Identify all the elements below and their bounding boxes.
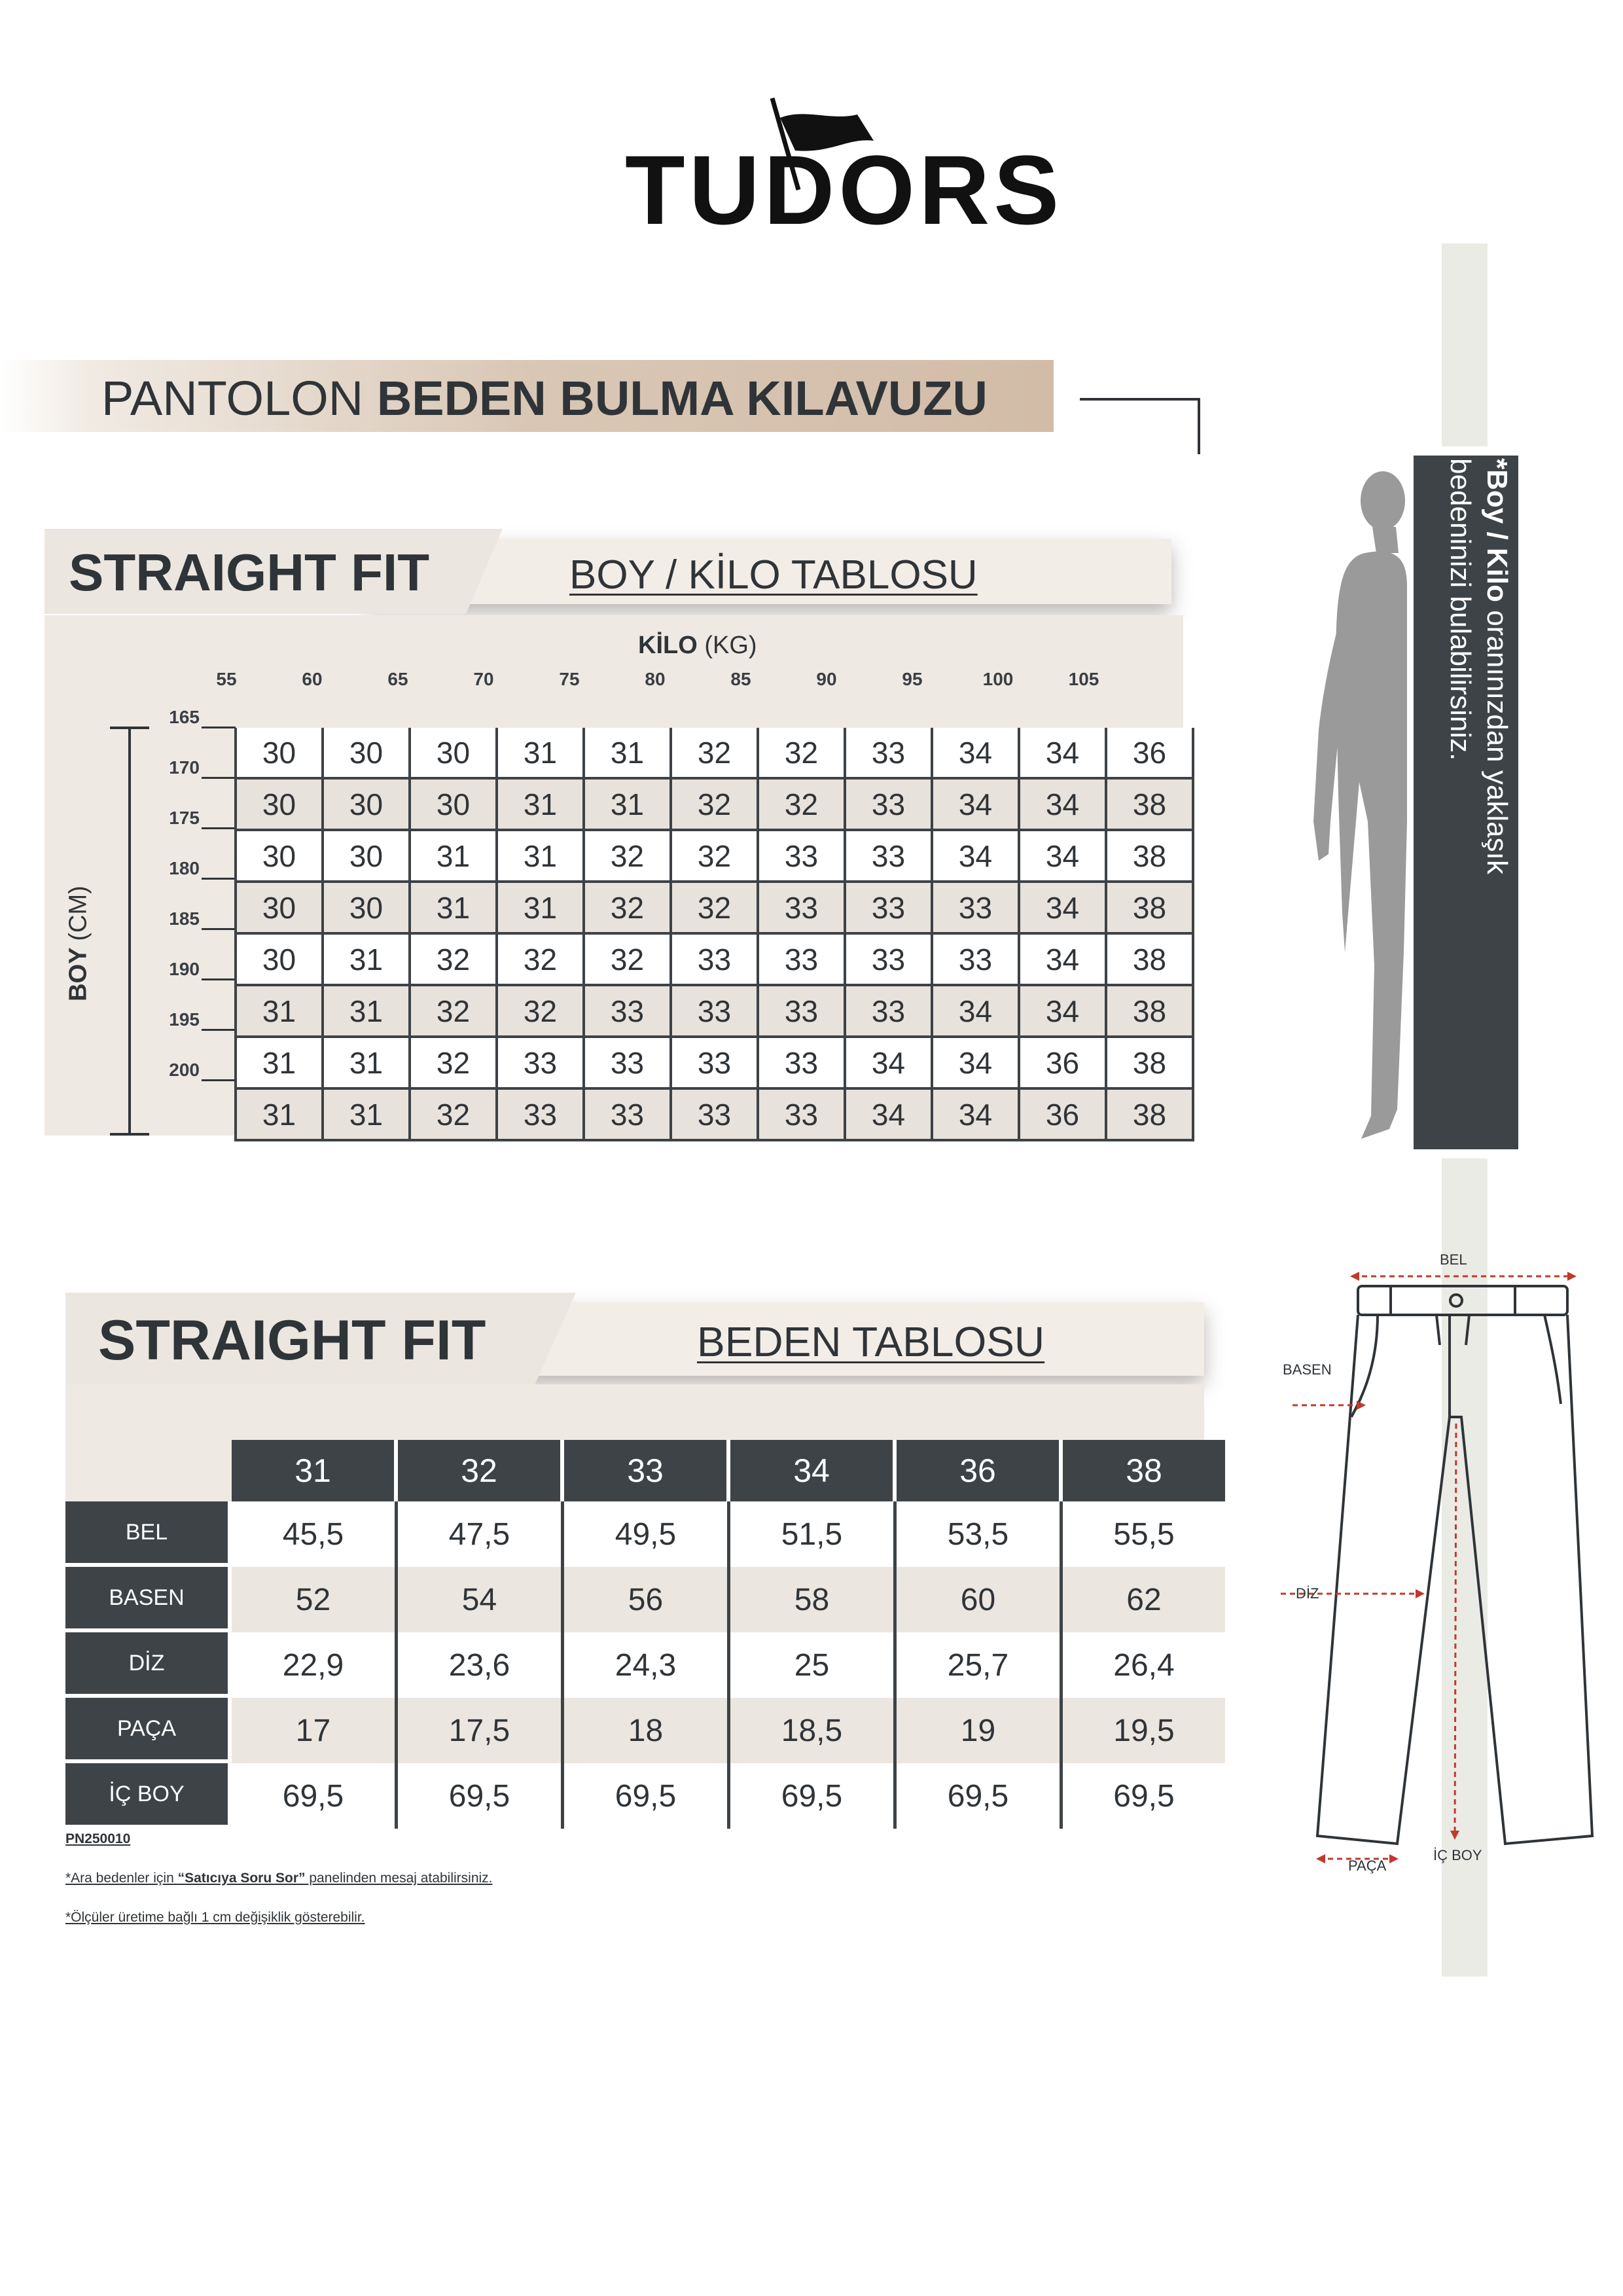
grid-cell: 31 [497, 778, 584, 830]
grid-cell: 33 [584, 985, 671, 1037]
boy-axis-line [128, 726, 131, 1136]
grid-cell: 34 [932, 778, 1019, 830]
measure-value: 69,5 [564, 1763, 730, 1829]
size-table-corner [65, 1440, 232, 1501]
grid-cell: 31 [497, 728, 584, 778]
grid-cell: 33 [845, 933, 932, 985]
grid-cell: 34 [1019, 830, 1106, 882]
kilo-label-text: KİLO [638, 632, 698, 659]
grid-row [236, 1037, 1193, 1088]
grid-cell: 31 [323, 933, 410, 985]
boy-tick-line [202, 878, 236, 880]
note1-post: panelinden mesaj atabilirsiniz. [305, 1871, 493, 1886]
grid-cell: 33 [932, 933, 1019, 985]
boy-tick-line [202, 928, 236, 930]
grid-cell: 30 [410, 778, 497, 830]
grid-cell: 32 [671, 728, 758, 778]
measure-value: 69,5 [1063, 1763, 1225, 1829]
size-header: 38 [1063, 1440, 1225, 1501]
brand-logo: TUDORS [625, 135, 1063, 245]
diagram-label-bel: BEL [1440, 1251, 1467, 1268]
grid-cell: 33 [671, 985, 758, 1037]
size-header: 33 [564, 1440, 730, 1501]
size-table-row [65, 1632, 1225, 1698]
size-table-row [65, 1567, 1225, 1632]
note1-pre: *Ara bedenler için [65, 1871, 178, 1886]
grid-cell: 34 [845, 1037, 932, 1088]
kilo-tick: 95 [902, 669, 923, 689]
boy-tick: 170 [169, 757, 200, 778]
grid-cell: 38 [1106, 1037, 1193, 1088]
tip-line1-rest: oranınızdan yaklaşık [1481, 602, 1513, 874]
measure-label: BASEN [65, 1567, 232, 1632]
size-header: 31 [232, 1440, 398, 1501]
diagram-label-paca: PAÇA [1348, 1857, 1387, 1874]
grid-cell: 32 [671, 778, 758, 830]
size-table [65, 1440, 1225, 1829]
section1-subtitle: BOY / KİLO TABLOSU [569, 552, 978, 598]
grid-cell: 32 [497, 985, 584, 1037]
grid-cell: 31 [236, 985, 323, 1037]
boy-tick: 185 [169, 908, 200, 929]
grid-cell: 33 [845, 985, 932, 1037]
tip-line2: bedeninizi bulabilirsiniz. [1444, 458, 1476, 761]
kilo-tick: 60 [302, 669, 323, 689]
grid-cell: 34 [932, 1037, 1019, 1088]
grid-cell: 34 [1019, 882, 1106, 933]
measure-value: 25,7 [897, 1632, 1063, 1698]
grid-cell: 31 [323, 1037, 410, 1088]
kilo-tick: 105 [1068, 669, 1099, 689]
measure-value: 17,5 [398, 1698, 564, 1763]
size-table-row [65, 1698, 1225, 1763]
trousers-diagram-icon [1279, 1247, 1607, 1892]
measure-value: 26,4 [1063, 1632, 1225, 1698]
size-table-header-row [65, 1440, 1225, 1501]
grid-cell: 31 [410, 830, 497, 882]
size-table-row [65, 1763, 1225, 1829]
grid-cell: 34 [932, 1088, 1019, 1140]
grid-row [236, 933, 1193, 985]
grid-cell: 38 [1106, 1088, 1193, 1140]
measure-label: İÇ BOY [65, 1763, 232, 1829]
diagram-label-ic-boy: İÇ BOY [1433, 1847, 1482, 1863]
grid-cell: 31 [323, 1088, 410, 1140]
grid-cell: 32 [410, 1037, 497, 1088]
measure-value: 47,5 [398, 1501, 564, 1567]
grid-cell: 32 [410, 1088, 497, 1140]
boy-tick: 175 [169, 808, 200, 828]
grid-row [236, 882, 1193, 933]
measure-value: 18 [564, 1698, 730, 1763]
measure-value: 69,5 [897, 1763, 1063, 1829]
grid-row [236, 1088, 1193, 1140]
measure-value: 60 [897, 1567, 1063, 1632]
grid-cell: 30 [410, 728, 497, 778]
kilo-tick: 75 [559, 669, 580, 689]
grid-row [236, 985, 1193, 1037]
measure-value: 56 [564, 1567, 730, 1632]
grid-cell: 33 [584, 1037, 671, 1088]
note1-bold: “Satıcıya Soru Sor” [177, 1871, 306, 1886]
boy-axis-cap-bottom [110, 1133, 149, 1136]
grid-cell: 30 [323, 830, 410, 882]
grid-row [236, 778, 1193, 830]
measure-value: 53,5 [897, 1501, 1063, 1567]
grid-cell: 32 [758, 778, 845, 830]
size-header: 34 [730, 1440, 897, 1501]
grid-cell: 32 [584, 933, 671, 985]
measure-value: 55,5 [1063, 1501, 1225, 1567]
grid-cell: 33 [758, 1088, 845, 1140]
grid-cell: 33 [497, 1037, 584, 1088]
kilo-axis-label [638, 632, 757, 660]
diagram-label-diz: DİZ [1296, 1585, 1319, 1602]
grid-cell: 31 [497, 882, 584, 933]
boy-tick: 165 [169, 707, 200, 727]
grid-cell: 31 [236, 1037, 323, 1088]
measure-value: 69,5 [398, 1763, 564, 1829]
measure-value: 17 [232, 1698, 398, 1763]
grid-cell: 38 [1106, 933, 1193, 985]
boy-tick-line [202, 1029, 236, 1031]
section2-fit-title: STRAIGHT FIT [98, 1309, 486, 1372]
grid-cell: 31 [410, 882, 497, 933]
grid-cell: 30 [323, 778, 410, 830]
grid-row [236, 830, 1193, 882]
grid-cell: 36 [1019, 1037, 1106, 1088]
section1-fit-title: STRAIGHT FIT [69, 543, 430, 601]
measure-value: 52 [232, 1567, 398, 1632]
measure-value: 51,5 [730, 1501, 897, 1567]
grid-cell: 31 [497, 830, 584, 882]
grid-cell: 30 [323, 728, 410, 778]
measure-value: 45,5 [232, 1501, 398, 1567]
grid-cell: 36 [1019, 1088, 1106, 1140]
grid-cell: 33 [758, 1037, 845, 1088]
page-title [101, 371, 988, 425]
measure-value: 23,6 [398, 1632, 564, 1698]
grid-cell: 33 [758, 933, 845, 985]
measure-value: 54 [398, 1567, 564, 1632]
measure-label: BEL [65, 1501, 232, 1567]
page-title-bold: BEDEN BULMA KILAVUZU [376, 371, 988, 425]
grid-cell: 31 [584, 728, 671, 778]
note-ask-seller [65, 1871, 493, 1886]
corner-decoration [1080, 398, 1200, 454]
measure-value: 25 [730, 1632, 897, 1698]
grid-cell: 30 [323, 882, 410, 933]
boy-kilo-grid [234, 728, 1194, 1141]
grid-cell: 30 [236, 728, 323, 778]
grid-cell: 34 [1019, 778, 1106, 830]
grid-cell: 32 [584, 830, 671, 882]
grid-cell: 34 [932, 728, 1019, 778]
human-silhouette-icon [1299, 455, 1410, 1145]
boy-tick: 190 [169, 959, 200, 979]
kilo-tick: 55 [216, 669, 237, 689]
boy-label-text: BOY [64, 948, 92, 1001]
boy-unit: (CM) [64, 886, 92, 941]
kilo-tick: 65 [387, 669, 408, 689]
kilo-tick: 100 [982, 669, 1014, 689]
grid-cell: 32 [584, 882, 671, 933]
grid-cell: 34 [1019, 728, 1106, 778]
grid-cell: 30 [236, 882, 323, 933]
kilo-unit: (KG) [704, 632, 757, 659]
measure-value: 69,5 [730, 1763, 897, 1829]
grid-cell: 33 [758, 985, 845, 1037]
kilo-tick: 90 [816, 669, 837, 689]
measure-label: DİZ [65, 1632, 232, 1698]
grid-cell: 33 [671, 1088, 758, 1140]
grid-cell: 33 [845, 778, 932, 830]
grid-cell: 31 [236, 1088, 323, 1140]
grid-cell: 33 [845, 882, 932, 933]
page-title-light: PANTOLON [101, 371, 364, 425]
product-code: PN250010 [65, 1831, 131, 1846]
measure-value: 22,9 [232, 1632, 398, 1698]
grid-cell: 33 [497, 1088, 584, 1140]
grid-cell: 36 [1106, 728, 1193, 778]
section2-subtitle: BEDEN TABLOSU [697, 1318, 1045, 1365]
measure-value: 19,5 [1063, 1698, 1225, 1763]
diagram-label-basen: BASEN [1283, 1361, 1332, 1378]
tip-line1-bold: *Boy / Kilo [1481, 458, 1513, 603]
size-header: 32 [398, 1440, 564, 1501]
grid-cell: 33 [845, 728, 932, 778]
boy-tick-line [202, 777, 236, 779]
grid-row [236, 728, 1193, 778]
boy-tick: 195 [169, 1009, 200, 1030]
boy-tick: 180 [169, 858, 200, 878]
grid-cell: 32 [410, 933, 497, 985]
grid-cell: 34 [845, 1088, 932, 1140]
grid-cell: 34 [932, 830, 1019, 882]
grid-cell: 33 [758, 882, 845, 933]
measure-value: 58 [730, 1567, 897, 1632]
grid-cell: 33 [932, 882, 1019, 933]
boy-tick-line [202, 978, 236, 980]
measure-pole-top [1442, 243, 1488, 446]
measure-value: 62 [1063, 1567, 1225, 1632]
tip-text [1417, 458, 1515, 1145]
grid-cell: 32 [758, 728, 845, 778]
grid-cell: 33 [671, 933, 758, 985]
grid-cell: 32 [497, 933, 584, 985]
grid-cell: 38 [1106, 830, 1193, 882]
grid-cell: 31 [584, 778, 671, 830]
measure-value: 18,5 [730, 1698, 897, 1763]
boy-tick-line [202, 1079, 236, 1081]
measure-value: 19 [897, 1698, 1063, 1763]
grid-cell: 38 [1106, 778, 1193, 830]
kilo-tick: 70 [473, 669, 494, 689]
boy-axis-label [65, 872, 93, 1016]
grid-cell: 30 [236, 830, 323, 882]
measure-label: PAÇA [65, 1698, 232, 1763]
size-table-row [65, 1501, 1225, 1567]
grid-cell: 34 [1019, 985, 1106, 1037]
boy-axis-cap-top [110, 726, 149, 729]
grid-cell: 32 [671, 882, 758, 933]
grid-cell: 34 [932, 985, 1019, 1037]
boy-tick-line [202, 827, 236, 829]
boy-tick: 200 [169, 1060, 200, 1080]
grid-cell: 30 [236, 933, 323, 985]
grid-cell: 32 [671, 830, 758, 882]
kilo-tick: 85 [730, 669, 751, 689]
measure-value: 69,5 [232, 1763, 398, 1829]
grid-cell: 38 [1106, 985, 1193, 1037]
size-header: 36 [897, 1440, 1063, 1501]
measure-value: 49,5 [564, 1501, 730, 1567]
grid-cell: 33 [845, 830, 932, 882]
grid-cell: 30 [236, 778, 323, 830]
grid-cell: 33 [671, 1037, 758, 1088]
grid-cell: 38 [1106, 882, 1193, 933]
size-table-top-band [65, 1384, 1204, 1440]
grid-cell: 33 [758, 830, 845, 882]
measure-value: 24,3 [564, 1632, 730, 1698]
grid-cell: 32 [410, 985, 497, 1037]
grid-cell: 34 [1019, 933, 1106, 985]
grid-cell: 31 [323, 985, 410, 1037]
note-tolerance: *Ölçüler üretime bağlı 1 cm değişiklik gösterebilir. [65, 1910, 365, 1925]
grid-cell: 33 [584, 1088, 671, 1140]
boy-tick-line [202, 726, 236, 728]
kilo-tick: 80 [645, 669, 666, 689]
